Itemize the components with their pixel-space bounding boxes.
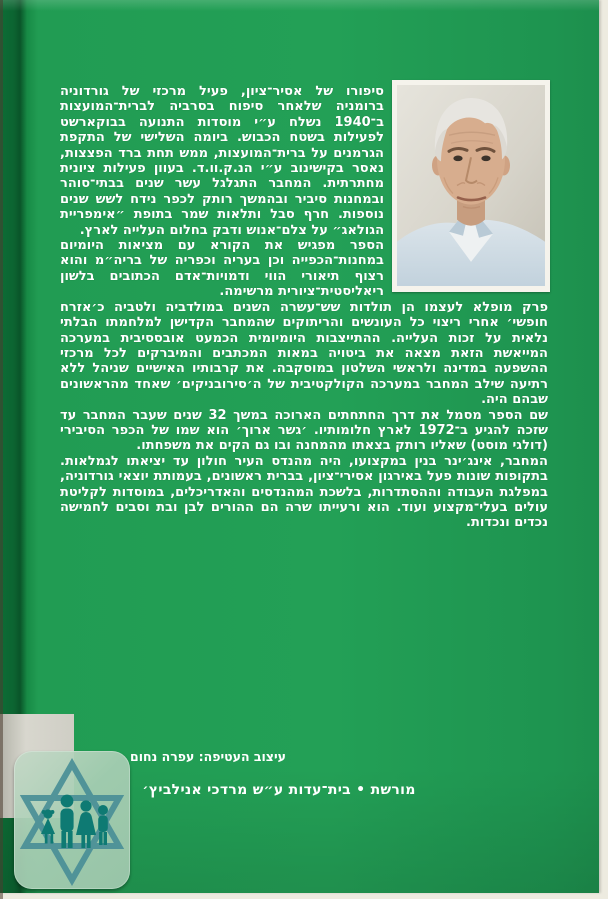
- synopsis-paragraph-2: הספר מפגיש את הקורא עם מציאות היומיום במחנות־הכפייה וכן בעריה וכפריה של בריה״מ והוא רצוף תיאורי הווי ודמויות־אדם הכתובים בלשון ריאליסטית־ציורית מרשימה.: [60, 238, 384, 300]
- scan-edge-shadow: [0, 0, 3, 899]
- synopsis-paragraph-4: שם הספר מסמל את דרך החתחתים הארוכה במשך 32 שנים שעבר המחבר עד שזכה להגיע ב־1972 לארץ חלומותיו. ׳גשר ארוך׳ הוא שמו של הכפר הסיבירי (דולגי מוסט) שאליו רותק בצאתו מהמחנה ובו גם הקים את משפחתו.: [60, 407, 549, 454]
- synopsis-text: [60, 84, 548, 531]
- publisher-logo: [14, 751, 130, 889]
- photo-spacer: [384, 84, 548, 292]
- logo-graphic: [14, 751, 130, 889]
- design-credit: עיצוב העטיפה: עפרה נחום: [130, 749, 286, 764]
- publisher-imprint: מורשת • בית־עדות ע״ש מרדכי אנילביץ׳: [142, 782, 416, 798]
- synopsis-paragraph-1: סיפורו של אסיר־ציון, פעיל מרכזי של גורדוניה ברומניה שלאחר סיפוח בסרביה לברית־המועצות ב־1940 נשלח ע״י מוסדות התנועה בבוקארשט לפעילות בשטח הכבוש. ביומה השלישי של התקפת הגרמנים על ברית־המועצות, ממש תחת ברד הפצצות, נאסר בקישינוב ע״י הנ.ק.וו.ד. בעוון פעילות ציונית מחתרתית. המחבר התגלגל עשר שנים בבתי־סוהר ובמחנות סיביר ובהמשך רותק לכפר נידח לשש שנים נוספות. חרף סבל ותלאות שמר בתופת ״אימפריית הגולאג״ על צלם־אנוש ודבק בחלום העלייה לארץ.: [60, 84, 384, 238]
- synopsis-paragraph-5: המחבר, אינג׳ינר בנין במקצועו, היה מהנדס העיר חולון עד יציאתו לגמלאות. בתקופות שונות פעל באירגון אסירי־ציון, בברית ראשונים, בעמותת יוצאי גורדוניה, במפלגת העבודה וההסתדרות, בלשכת המהנדסים והאדריכלים, במוסדות לקליטת עולים בעלי־מקצוע ועוד. הוא ורעייתו שרה הם ההורים לבן ובת וסבים לחמישה נכדים ונכדות.: [60, 453, 548, 531]
- synopsis-paragraph-3: פרק מופלא לעצמו הן תולדות שש־עשרה השנים במולדביה ולטביה כ׳אזרח חופשי׳ אחרי ריצוי כל העונשים והריתוקים שהמחבר הקדישן למלחמתו הבלתי נלאית על זכות העלייה. ההתייצבות היומיומית הכמעט אובססיבית במערכה המייאשת הזאת מצאה את ביטויה במאות המכתבים והמיברקים לכל מרכזי ההשפעה במדינה ולראשי השלטון במוסקבה. את קרבותיו האישיים שניהל ללא רתיעה שילב המחבר במערכה הקולקטיבית של ה׳סירובניקים׳ שאחד מהראשונים שבהם היה.: [60, 299, 548, 408]
